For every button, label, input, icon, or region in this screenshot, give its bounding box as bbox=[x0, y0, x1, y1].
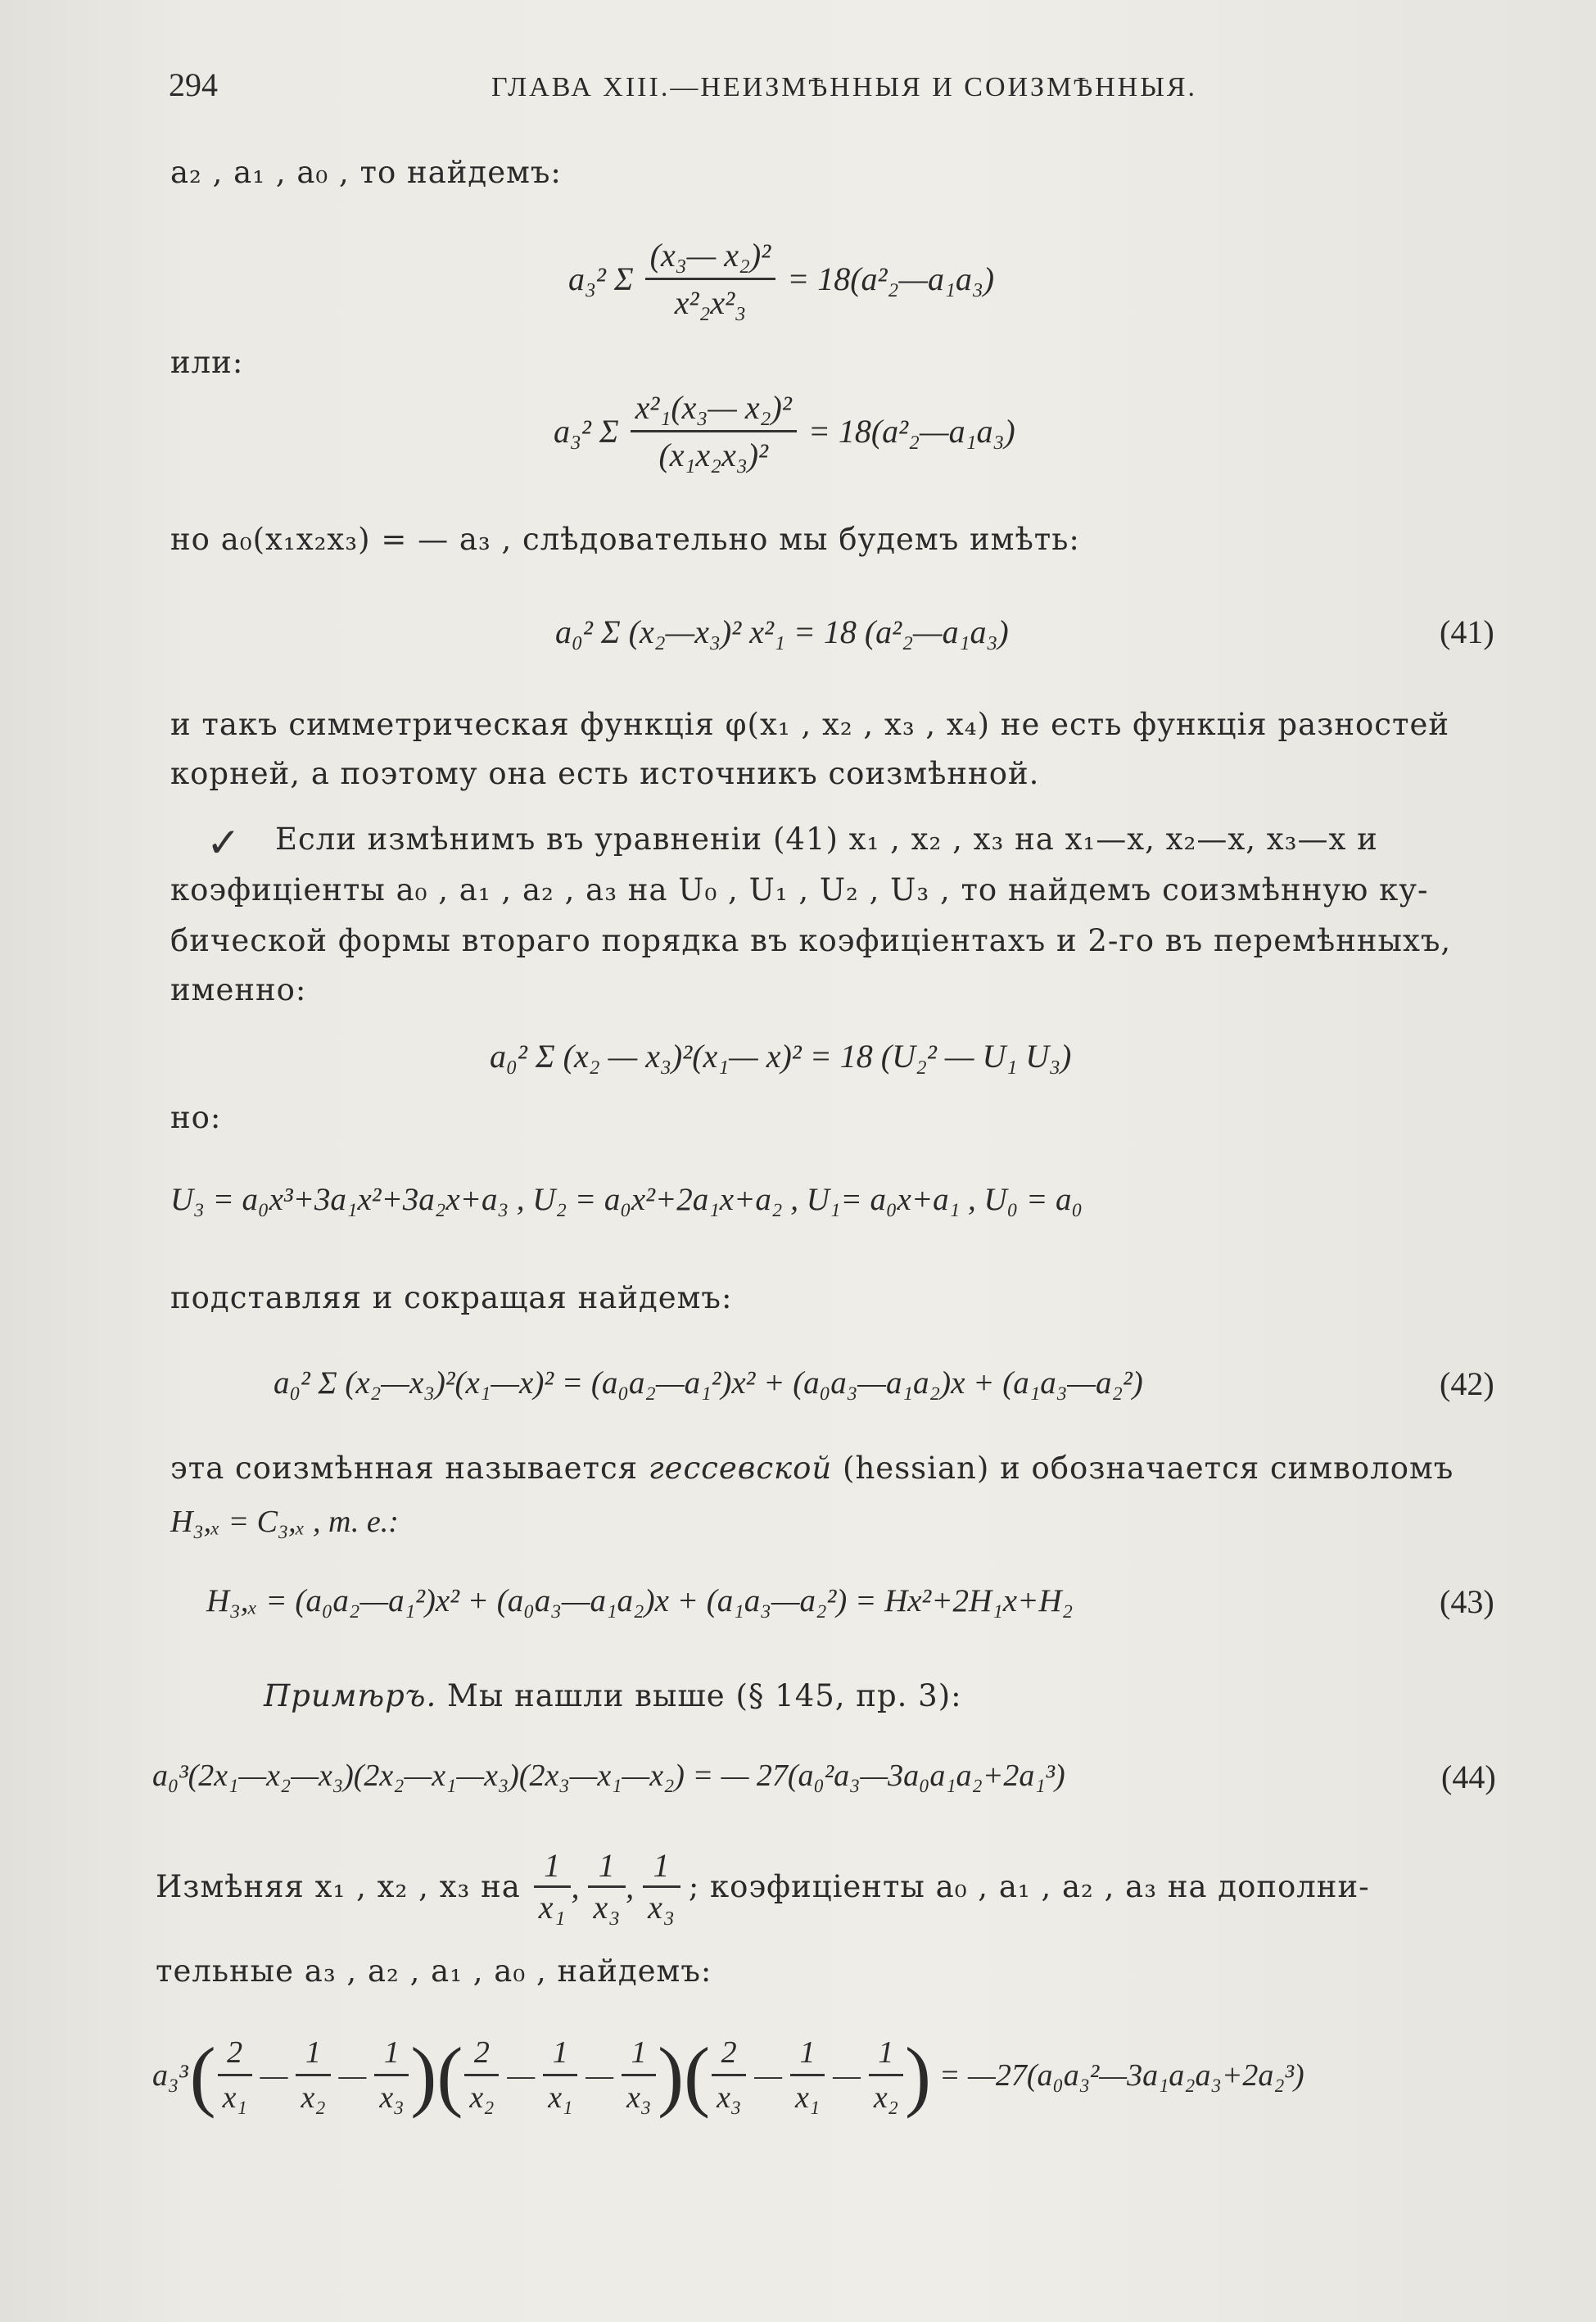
final-f9 bbox=[869, 2035, 903, 2116]
final-f9-num: 1 bbox=[869, 2035, 903, 2076]
handwritten-check-icon: ✓ bbox=[206, 819, 241, 867]
equation-43: H₃,ₓ = (a₀a₂—a₁²)x² + (a₀a₃—a₁a₂)x + (a₁a₃—a₂²) = Hx²+2H₁x+H₂ bbox=[206, 1583, 1074, 1618]
final-right: = —27(a₀a₃²—3a₁a₂a₃+2a₂³) bbox=[938, 2057, 1304, 2093]
final-f6-num: 1 bbox=[622, 2035, 656, 2076]
final-f5-num: 1 bbox=[543, 2035, 577, 2076]
primer-line bbox=[264, 1678, 962, 1713]
equation-43-number: (43) bbox=[1440, 1583, 1494, 1620]
izm-frac-3-num: 1 bbox=[643, 1849, 680, 1888]
equation-41-number: (41) bbox=[1440, 613, 1494, 650]
final-f1-den: x₁ bbox=[222, 2080, 247, 2115]
primer-text: Мы нашли выше (§ 145, пр. 3): bbox=[436, 1678, 962, 1713]
eq2-numerator: x²₁(x₃— x₂)² bbox=[631, 388, 797, 432]
final-f3-den: x₃ bbox=[379, 2080, 405, 2115]
eq1-denominator: x²₂x²₃ bbox=[674, 284, 747, 321]
izmenyaya-text-a: Измѣняя x₁ , x₂ , x₃ на bbox=[156, 1869, 521, 1904]
eq1-left: a₃² Σ bbox=[568, 260, 634, 297]
final-f7 bbox=[712, 2035, 746, 2116]
final-f2-den: x₂ bbox=[301, 2080, 326, 2115]
final-f1 bbox=[218, 2035, 252, 2116]
equation-2 bbox=[554, 388, 1015, 474]
final-f4-num: 2 bbox=[464, 2035, 499, 2076]
text-ili: или: bbox=[170, 345, 244, 380]
izmenyaya-text-b: ; коэфиціенты a₀ , a₁ , a₂ , a₃ на дополни- bbox=[688, 1869, 1370, 1904]
equation-44: a₀³(2x₁—x₂—x₃)(2x₂—x₁—x₃)(2x₃—x₁—x₂) = — 27(a₀²a₃—3a₀a₁a₂+2a₁³) bbox=[152, 1758, 1065, 1793]
izm-frac-3 bbox=[643, 1849, 680, 1924]
final-f4 bbox=[464, 2035, 499, 2116]
equation-final: a₃³ ( $\frac{2}{\text{x₁}}$ — $\frac{1}{\text{x₂}}$ — $\frac{1}{\text{x₃}}$ )( $\frac{2}{\text{x₂}}$ — $\frac{1}{\text{x₁}}$ — $\frac{1}{\text{x₃}}$ )( $\frac{2}{\text{x₃}}$ — $\frac{1}{\text{x₁}}$ — $\frac{1}{\text{x₂}}$ ) = —27(a₀a₃²—3a₁a₂a₃+2a₂³) bbox=[152, 2031, 1304, 2119]
para3-line-b: H₃,ₓ = C₃,ₓ , т. е.: bbox=[170, 1505, 399, 1539]
final-f5-den: x₁ bbox=[548, 2080, 573, 2115]
text-line-1: a₂ , a₁ , a₀ , то найдемъ: bbox=[170, 155, 562, 190]
para2-line-d: именно: bbox=[170, 972, 307, 1007]
final-f6-den: x₃ bbox=[626, 2080, 652, 2115]
equation-42: a₀² Σ (x₂—x₃)²(x₁—x)² = (a₀a₂—a₁²)x² + (a₀a₃—a₁a₂)x + (a₁a₃—a₂²) bbox=[274, 1365, 1143, 1401]
final-f8 bbox=[790, 2035, 825, 2116]
equation-41: a₀² Σ (x₂—x₃)² x²₁ = 18 (a²₂—a₁a₃) bbox=[555, 613, 1009, 650]
para2-line-c: бической формы втораго порядка въ коэфиціентахъ и 2-го въ перемѣнныхъ, bbox=[170, 923, 1452, 958]
para3-term-hessian: гессевской bbox=[648, 1451, 833, 1486]
izmenyaya-line: Измѣняя x₁ , x₂ , x₃ на $\frac{1}{\text{x₁}}$ , $\frac{1}{\text{x₃}}$ , $\frac{1}{\text{x₃}}$ ; коэфиціенты a₀ , a₁ , a₂ , a₃ на дополни- bbox=[156, 1847, 1370, 1926]
para2-line-b: коэфиціенты a₀ , a₁ , a₂ , a₃ на U₀ , U₁ , U₂ , U₃ , то найдемъ соизмѣнную ку- bbox=[170, 872, 1429, 908]
final-f9-den: x₂ bbox=[873, 2080, 898, 2115]
text-line-no: но a₀(x₁x₂x₃) = — a₃ , слѣдовательно мы будемъ имѣть: bbox=[170, 522, 1080, 557]
izm-frac-1-num: 1 bbox=[534, 1849, 572, 1888]
izmenyaya-line-c: тельные a₃ , a₂ , a₁ , a₀ , найдемъ: bbox=[156, 1953, 712, 1989]
final-f4-den: x₂ bbox=[469, 2080, 495, 2115]
para2-line-a: Если измѣнимъ въ уравненіи (41) x₁ , x₂ , x₃ на x₁—x, x₂—x, x₃—x и bbox=[275, 822, 1378, 857]
eq2-fraction bbox=[631, 388, 797, 474]
final-f3-num: 1 bbox=[374, 2035, 409, 2076]
equation-substitution: U₃ = a₀x³+3a₁x²+3a₂x+a₃ , U₂ = a₀x²+2a₁x+a₂ , U₁= a₀x+a₁ , U₀ = a₀ bbox=[170, 1182, 1083, 1217]
running-title: ГЛАВА XIII.—НЕИЗМѢННЫЯ И СОИЗМѢННЫЯ. bbox=[491, 72, 1198, 102]
final-f1-num: 2 bbox=[218, 2035, 252, 2076]
equation-u: a₀² Σ (x₂ — x₃)²(x₁— x)² = 18 (U₂² — U₁ U₃) bbox=[490, 1038, 1072, 1075]
equation-42-number: (42) bbox=[1440, 1365, 1494, 1402]
page-number: 294 bbox=[169, 66, 218, 103]
eq1-fraction bbox=[645, 236, 776, 322]
final-f2 bbox=[296, 2035, 330, 2116]
final-f3 bbox=[374, 2035, 409, 2116]
eq2-denominator: (x₁x₂x₃)² bbox=[658, 437, 769, 473]
final-f7-num: 2 bbox=[712, 2035, 746, 2076]
izm-frac-3-den: x₃ bbox=[648, 1889, 676, 1926]
eq1-right: = 18(a²₂—a₁a₃) bbox=[787, 260, 995, 297]
para3-text-2: (hessian) и обозначается символомъ bbox=[832, 1451, 1454, 1486]
final-f2-num: 1 bbox=[296, 2035, 330, 2076]
final-f6 bbox=[622, 2035, 656, 2116]
final-left: a₃³ bbox=[152, 2057, 188, 2093]
para1-line-b: корней, а поэтому она есть источникъ соизмѣнной. bbox=[170, 756, 1040, 791]
final-f8-den: x₁ bbox=[794, 2080, 821, 2115]
eq2-right: = 18(a²₂—a₁a₃) bbox=[807, 413, 1015, 450]
izm-frac-2 bbox=[588, 1849, 626, 1924]
para1-line-a: и такъ симметрическая функція φ(x₁ , x₂ , x₃ , x₄) не есть функція разностей bbox=[170, 707, 1449, 742]
eq2-left: a₃² Σ bbox=[554, 413, 619, 450]
text-no-2: но: bbox=[170, 1100, 222, 1135]
izm-frac-2-den: x₃ bbox=[593, 1889, 622, 1926]
final-f5 bbox=[543, 2035, 577, 2116]
primer-label: Примѣръ. bbox=[264, 1678, 437, 1713]
final-f8-num: 1 bbox=[790, 2035, 825, 2076]
final-f7-den: x₃ bbox=[717, 2080, 742, 2115]
para3-text-1: эта соизмѣнная называется bbox=[170, 1451, 649, 1486]
equation-1 bbox=[568, 236, 994, 322]
izm-frac-1-den: x₁ bbox=[538, 1889, 567, 1926]
text-podstavlyaya: подставляя и сокращая найдемъ: bbox=[170, 1280, 733, 1315]
izm-frac-2-num: 1 bbox=[588, 1849, 626, 1888]
eq1-numerator: (x₃— x₂)² bbox=[645, 236, 776, 280]
para3-line-a bbox=[170, 1451, 1454, 1486]
izm-frac-1 bbox=[534, 1849, 572, 1924]
equation-44-number: (44) bbox=[1441, 1758, 1496, 1795]
